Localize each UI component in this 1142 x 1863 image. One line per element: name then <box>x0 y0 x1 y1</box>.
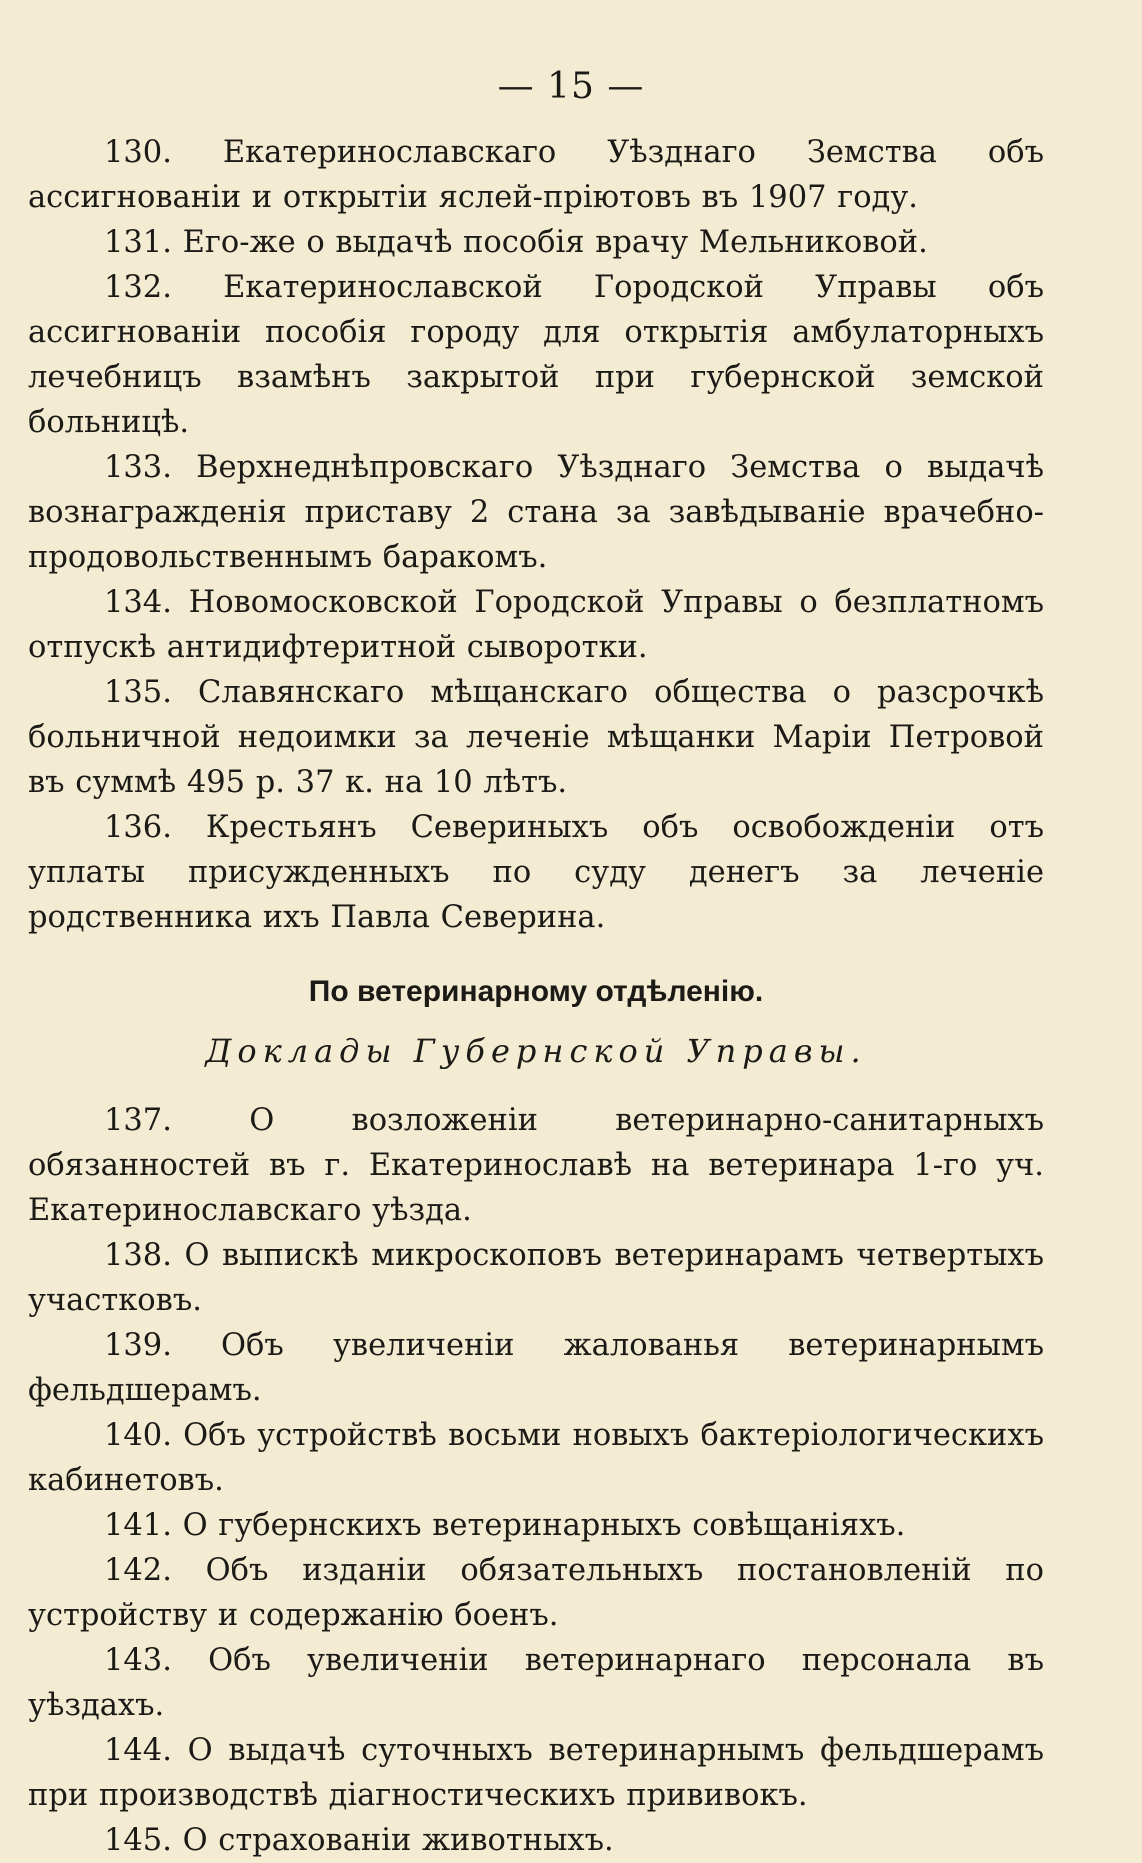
list-item: 139. Объ увеличеніи жалованья ветеринарнымъ фельдшерамъ. <box>28 1328 1044 1408</box>
list-item: 133. Верхнеднѣпровскаго Уѣзднаго Земства о выдачѣ вознагражденія приставу 2 стана за завѣдываніе врачебно-продовольственнымъ баракомъ. <box>28 450 1044 575</box>
list-item: 140. Объ устройствѣ восьми новыхъ бактеріологическихъ кабинетовъ. <box>28 1418 1044 1498</box>
page-number: — 15 — <box>497 66 645 107</box>
list-item: 132. Екатеринославской Городской Управы объ ассигнованіи пособія городу для открытія амбулаторныхъ лечебницъ взамѣнъ закрытой при губернской земской больницѣ. <box>28 270 1044 440</box>
section-heading: По ветеринарному отдѣленію. <box>308 975 764 1008</box>
list-item: 145. О страхованіи животныхъ. <box>104 1823 614 1858</box>
list-item: 143. Объ увеличеніи ветеринарнаго персонала въ уѣздахъ. <box>28 1643 1044 1723</box>
list-item: 134. Новомосковской Городской Управы о безплатномъ отпускѣ антидифтеритной сыворотки. <box>28 585 1044 665</box>
list-item: 131. Его-же о выдачѣ пособія врачу Мельниковой. <box>104 225 928 260</box>
section-subheading: Доклады Губернской Управы. <box>205 1032 867 1070</box>
list-item: 135. Славянскаго мѣщанскаго общества о разсрочкѣ больничной недоимки за леченіе мѣщанки Маріи Петровой въ суммѣ 495 р. 37 к. на 10 лѣтъ. <box>28 675 1044 800</box>
list-item: 137. О возложеніи ветеринарно-санитарныхъ обязанностей въ г. Екатеринославѣ на ветеринара 1-го уч. Екатеринославскаго уѣзда. <box>28 1103 1044 1228</box>
list-item: 141. О губернскихъ ветеринарныхъ совѣщаніяхъ. <box>104 1508 906 1543</box>
page-body <box>28 130 1044 1863</box>
list-item: 130. Екатеринославскаго Уѣзднаго Земства объ ассигнованіи и открытіи яслей-пріютовъ въ 1907 году. <box>28 135 1044 215</box>
list-item: 144. О выдачѣ суточныхъ ветеринарнымъ фельдшерамъ при производствѣ діагностическихъ прививокъ. <box>28 1733 1044 1813</box>
list-item: 142. Объ изданіи обязательныхъ постановленій по устройству и содержанію боенъ. <box>28 1553 1044 1633</box>
list-item: 136. Крестьянъ Севериныхъ объ освобожденіи отъ уплаты присужденныхъ по суду денегъ за леченіе родственника ихъ Павла Северина. <box>28 810 1044 935</box>
list-item: 138. О выпискѣ микроскоповъ ветеринарамъ четвертыхъ участковъ. <box>28 1238 1044 1318</box>
